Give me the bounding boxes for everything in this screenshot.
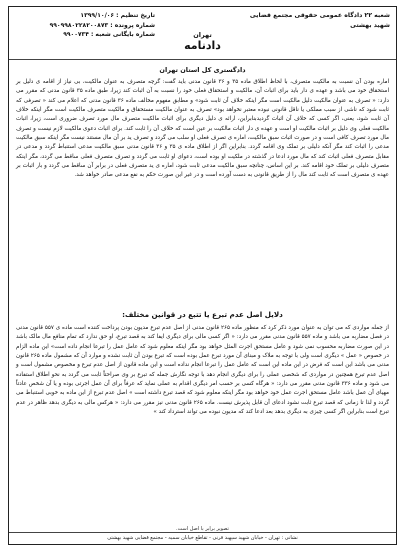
document-type-title: دادنامه [184,39,221,52]
verdict-body-paragraph: اماره بودن آن نسبت به مالکیت متصرف، با لحاظ اطلاق ماده ۳۵ و ۳۶ قانون مدنی باید گفت: گرچه متصرف به عنوان مالکیت، بی نیاز از اقامه ی دلیل بر استحقاق خود می باشد و عهده ی دار باید برای اثبات آن، مالکیت و استحقاق فعلی خود را نسبت به آن اثبات کند زیرا، طبق ماده ۳۵ قانون مدنی که مقرر می دارد: « تصرف به عنوان مالکیت دلیل مالکیت است مگر اینکه خلاف آن ثابت شود» و مطابق مفهوم مخالف ماده ۳۶ قانون مدنی که اعلام می کند « تصرفی که ثابت شود که ناشی از سبب مملکی یا ناقل قانونی نبوده معتبر نخواهد بود» تصرف به عنوان مالکیت مستحقاق و مالکیت متصرف مالکیت است مگر اینکه خلاف آن ثابت شود، یعنی، اگر کسی که خلاف آن اثبات گردیدبنابراین، ارائه ی دلیل دیگری برای اثبات مالکیت متصرف مال مورد تصرف ضروری است، زیرا، اثبات مالکیت فعلی وی دلیل بر اثبات مالکیت او است و عهده ی دار اثبات مالکیت بر عین است که خلاف آن را ثابت کند. برای اثبات دعوی مالکیت لازم نیست و تصرف مال مورد تصرف کافی است و در صورت اثبات سبق مالکیت، اماره ی تصرف فعلی او سلب می گردد و تصرف ید بر آن مال مستند نیست مگر اینکه سبق مالکیت مدعی را اثبات کند مگر آنکه دلیلی بر تملک وی اقامه گردد. بنابراین اگر از اطلاق ماده ی ۳۵ و ۳۶ قانون مدنی سبق مالکیت مدعی استنباط گردد و مدعی در مقابل متصرف فعلی اثبات کند که مال مورد ادعا در گذشته در ملکیت او بوده است، دعوای او ثابت می گردد و تصرف متصرف فعلی ساقط می گردد، مگر اینکه متصرف دلیلی بر تملک خود اقامه کند. بر این اساس، چنانچه سبق مالکیت مدعی ثابت شود، اماره ی ید متصرف فعلی در برابر آن ساقط می گردد و بار اثبات بر عهده ی متصرف است که ثابت کند مال را از طریق قانونی به دست آورده است و در غیر این صورت حکم به نفع مدعی صادر خواهد شد. [16,79,390,179]
section-heading: دلایل اصل عدم تبرع یا تتبع در قوانین مختلف: [122,310,283,319]
court-info [240,11,390,30]
court-address: نشانی : تهران - خیابان شهید سپهبد قرنی - تقاطع خیابان سمیه - مجتمع قضایی شهید بهشتی [9,532,396,544]
court-title: شعبه ۲۲ دادگاه عمومی حقوقی مجتمع قضایی شهید بهشتی [249,12,390,29]
case-metadata [15,11,155,40]
archive-number: شماره بایگانی شعبه : ۹۹۰۰۷۳۴ [63,31,155,38]
issue-date: تاریخ تنظیم : ۱۳۹۹/۱۰/۰۶ [80,12,155,19]
addressee-line: دادگستری کل استان تهران [159,66,246,74]
verdict-page [8,6,397,545]
certified-copy-note: تصویر برابر با اصل است. [176,526,229,532]
city-name: تهران [193,31,212,39]
document-header [9,7,396,60]
verdict-body-paragraph-2: از جمله مواردی که می توان به عنوان مورد ذکر کرد که منظور ماده ۲۶۵ قانون مدنی از اصل عدم تبرع مدیون بودن پرداخت کننده است ماده ی ۵۵۷ قانون مدنی در فصل مضاربه می باشد و ماده ۵۵۷ قانون مدنی مقرر می دارد: « اگر کسی مالی برای دیگری ایفا کند به قصد تبرع، او حق ندارد که تمام منافع مال مالک باشد در این صورت مضاربه محسوب نمی شود و عامل مستحق اجرت المثل خواهد بود مگر اینکه معلوم شود که عامل عمل را تبرعا انجام داده است» این ماده الزام در خصوص « عمل » دیگری است ولی با توجه به ملاک و مبنای آن مورد تبرع عمل بوده است که تبرع بودن آن ثابت نشده و موارد آن که مشمول ماده ۲۶۵ قانون مدنی می باشد این است که فرض در این ماده این است که عامل عمل را تبرعا انجام نداده است و این ماده قانون از اصل عدم تبرع و مخصوص مشمول است و اصل عدم تبرع همچنین در مواردی که شخصی عملی را برای دیگری انجام دهد با توجه نگارش جمله که تبرع بر وی صراحتاً ثابت می گردد به نحو اطلاق استفاده می شود و ماده ۳۳۶ قانون مدنی مقرر می دارد: « هرگاه کسی بر حسب امر دیگری اقدام به عملی نماید که عرفاً برای آن عمل اجرتی بوده و یا آن شخص عادتاً مهیای آن عمل باشد عامل مستحق اجرت عمل خود خواهد بود مگر اینکه معلوم شود که قصد تبرع داشته است » اصل عدم تبرع از این ماده به خوبی استنباط می گردد و لذا تا زمانی که قصد تبرع ثابت نشود ادعای آن قابل پذیرش نیست. ماده ۲۶۵ قانون مدنی نیز مقرر می دارد: « هرکس مالی به دیگری بدهد ظاهر در عدم تبرع است بنابراین اگر کسی چیزی به دیگری بدهد بعد ادعا کند که مدیون نبوده می تواند استرداد کند » [16,325,389,416]
file-number: شماره پرونده : ۹۹۰۹۹۸۰۲۲۸۲۰۰۸۷۳ [49,21,155,29]
